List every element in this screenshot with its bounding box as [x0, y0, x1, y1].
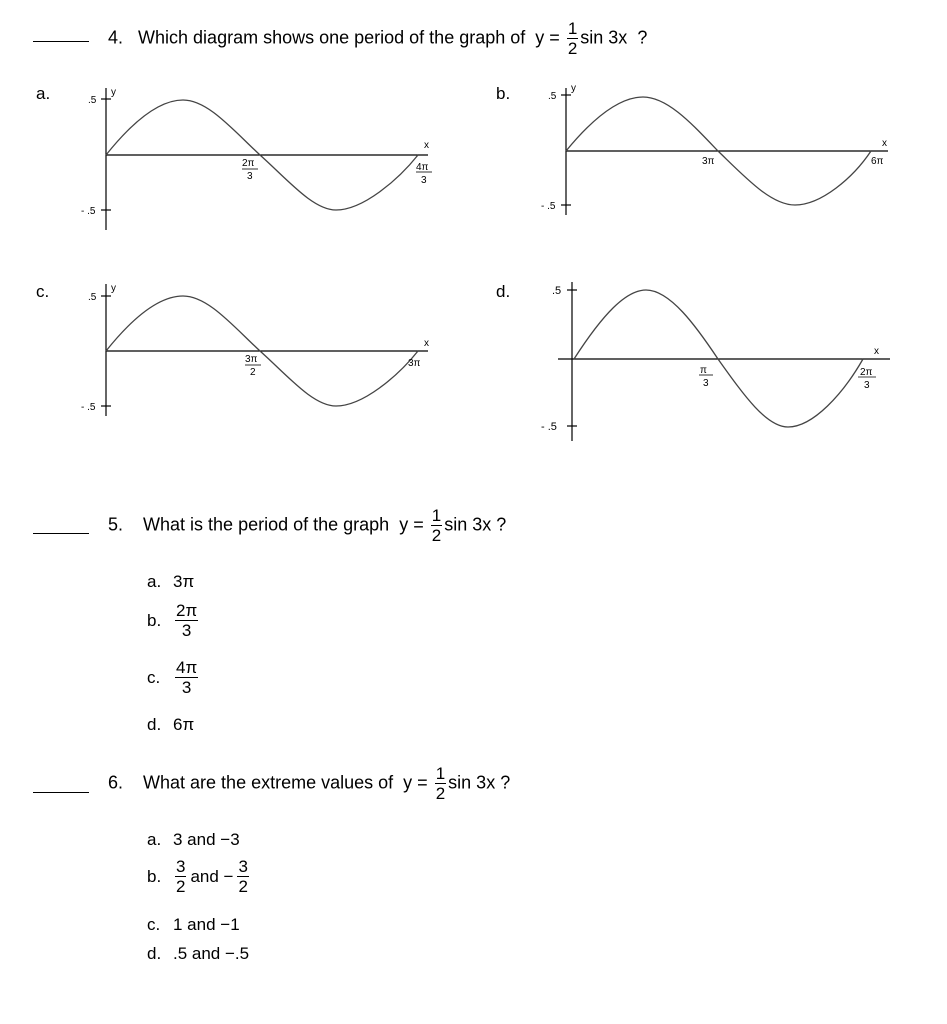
- graph-a-x-label: x: [424, 140, 429, 151]
- q4-fraction: $\frac{1}{2}$: [567, 19, 578, 58]
- graph-a-y-label: y: [111, 87, 116, 98]
- q4-eq-prefix: y =: [535, 27, 560, 48]
- graph-c-end: 3π: [408, 358, 421, 369]
- graph-a-mid-num: 2π: [242, 158, 255, 169]
- q6-text: What are the extreme values of: [143, 772, 394, 793]
- graph-a-end-num: 4π: [416, 162, 429, 173]
- graph-a-label[interactable]: a.: [36, 84, 51, 103]
- q5-choice-a[interactable]: a. 3π: [147, 572, 195, 591]
- q4-text: Which diagram shows one period of the graph of: [138, 27, 526, 48]
- graph-c-label[interactable]: c.: [36, 282, 50, 301]
- q6-eq-suffix: sin 3x ?: [448, 772, 511, 793]
- answer-blank-q6[interactable]: [33, 792, 89, 793]
- q5-choice-c[interactable]: c. $\frac{4\pi}{3}$: [147, 658, 198, 697]
- q6-choice-a[interactable]: a. 3 and −3: [147, 830, 240, 849]
- q6-number: 6.: [108, 772, 124, 793]
- graph-d-mid-num: π: [700, 365, 707, 376]
- answer-blank-q4[interactable]: [33, 41, 89, 42]
- graph-d-end-den: 3: [864, 380, 870, 391]
- graph-c-bottom-tick: - .5: [81, 402, 96, 413]
- graph-b-x-label: x: [882, 138, 887, 149]
- q4-eq-suffix: sin 3x: [580, 27, 628, 48]
- answer-blank-q5[interactable]: [33, 533, 89, 534]
- q5-number: 5.: [108, 514, 124, 535]
- q6-choice-d[interactable]: d. .5 and −.5: [147, 944, 250, 963]
- graph-b-top-tick: .5: [548, 91, 557, 102]
- graph-c-mid-num: 3π: [245, 354, 258, 365]
- graph-c-top-tick: .5: [88, 292, 97, 303]
- q4-qmark: ?: [637, 27, 648, 48]
- q5-eq-suffix: sin 3x ?: [444, 514, 507, 535]
- graph-b-y-label: y: [571, 83, 576, 94]
- graph-b-label[interactable]: b.: [496, 84, 511, 103]
- graph-a-end-den: 3: [421, 175, 427, 186]
- q5-choice-d[interactable]: d. 6π: [147, 715, 195, 734]
- q6-prompt: [108, 765, 510, 802]
- graph-b-end: 6π: [871, 156, 884, 167]
- q6-eq-prefix: y =: [403, 772, 428, 793]
- q4-prompt: [108, 20, 647, 57]
- graph-c-mid-den: 2: [250, 367, 256, 378]
- graph-d-x-label: x: [874, 346, 879, 357]
- q5-prompt: [108, 507, 506, 544]
- graph-c-x-label: x: [424, 338, 429, 349]
- graph-b-mid: 3π: [702, 156, 715, 167]
- graph-c[interactable]: [78, 276, 458, 436]
- q6-choice-c[interactable]: c. 1 and −1: [147, 915, 240, 934]
- graph-b[interactable]: [538, 80, 918, 240]
- graph-d[interactable]: [538, 276, 918, 451]
- q5-eq-prefix: y =: [399, 514, 424, 535]
- q4-number: 4.: [108, 27, 124, 48]
- graph-c-y-label: y: [111, 283, 116, 294]
- graph-b-bottom-tick: - .5: [541, 201, 556, 212]
- graph-d-bottom-tick: - .5: [541, 421, 557, 433]
- graph-a-bottom-tick: - .5: [81, 206, 96, 217]
- q6-fraction: $\frac{1}{2}$: [435, 764, 446, 803]
- graph-d-label[interactable]: d.: [496, 282, 511, 301]
- graph-d-mid-den: 3: [703, 378, 709, 389]
- graph-a[interactable]: [78, 80, 458, 240]
- graph-a-top-tick: .5: [88, 95, 97, 106]
- q5-text: What is the period of the graph: [143, 514, 390, 535]
- graph-a-mid-den: 3: [247, 171, 253, 182]
- q6-choice-b[interactable]: b. $\frac{3}{2}$ and − $\frac{3}{2}$: [147, 857, 248, 896]
- q5-choice-b[interactable]: b. $\frac{2\pi}{3}$: [147, 601, 198, 640]
- graph-d-end-num: 2π: [860, 367, 873, 378]
- q5-fraction: $\frac{1}{2}$: [431, 506, 442, 545]
- graph-d-top-tick: .5: [552, 285, 562, 297]
